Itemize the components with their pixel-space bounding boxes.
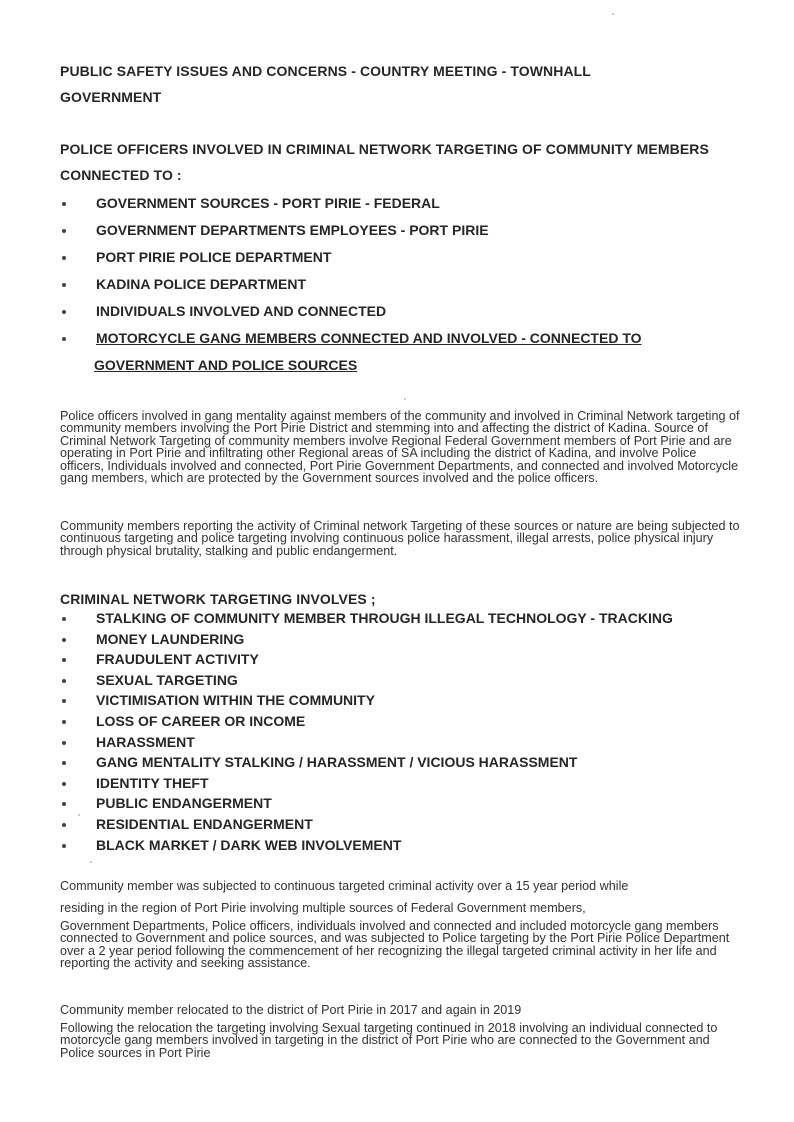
bullet-icon <box>62 617 66 621</box>
bullet-icon <box>62 782 66 786</box>
list-item: GOVERNMENT SOURCES - PORT PIRIE - FEDERAL <box>60 190 642 217</box>
targeting-heading: CRIMINAL NETWORK TARGETING INVOLVES ; <box>60 591 376 607</box>
list-item: HARASSMENT <box>60 732 673 753</box>
bullet-icon <box>62 638 66 642</box>
paragraph-15-year-line-2: residing in the region of Port Pirie involving multiple sources of Federal Government members, <box>60 901 586 915</box>
list-item-underlined: MOTORCYCLE GANG MEMBERS CONNECTED AND INVOLVED - CONNECTED TO <box>60 325 642 352</box>
scan-speck <box>90 861 92 863</box>
list-item: KADINA POLICE DEPARTMENT <box>60 271 642 298</box>
list-item: IDENTITY THEFT <box>60 773 673 794</box>
list-item: LOSS OF CAREER OR INCOME <box>60 711 673 732</box>
list-item: GANG MENTALITY STALKING / HARASSMENT / VICIOUS HARASSMENT <box>60 752 673 773</box>
bullet-icon <box>62 679 66 683</box>
bullet-icon <box>62 256 66 260</box>
bullet-icon <box>62 823 66 827</box>
bullet-icon <box>62 658 66 662</box>
bullet-icon <box>62 844 66 848</box>
bullet-icon <box>62 229 66 233</box>
list-item: SEXUAL TARGETING <box>60 670 673 691</box>
bullet-icon <box>62 202 66 206</box>
list-item: INDIVIDUALS INVOLVED AND CONNECTED <box>60 298 642 325</box>
list-item: PUBLIC ENDANGERMENT <box>60 793 673 814</box>
bullet-icon <box>62 761 66 765</box>
scan-speck <box>78 814 80 816</box>
list-item: BLACK MARKET / DARK WEB INVOLVEMENT <box>60 835 673 856</box>
bullet-icon <box>62 310 66 314</box>
scan-speck <box>404 398 406 400</box>
bullet-icon <box>62 741 66 745</box>
bullet-icon <box>62 283 66 287</box>
list-item: PORT PIRIE POLICE DEPARTMENT <box>60 244 642 271</box>
list-item: GOVERNMENT DEPARTMENTS EMPLOYEES - PORT PIRIE <box>60 217 642 244</box>
bullet-icon <box>62 337 66 341</box>
list-item-underlined-continuation: GOVERNMENT AND POLICE SOURCES <box>94 357 358 373</box>
list-item: VICTIMISATION WITHIN THE COMMUNITY <box>60 690 673 711</box>
paragraph-15-year-line-1: Community member was subjected to continuous targeted criminal activity over a 15 year period while <box>60 879 629 893</box>
connected-to-list <box>60 190 642 379</box>
paragraph-community-reporting: Community members reporting the activity of Criminal network Targeting of these sources or nature are being subjected to continuous targeting and police targeting involving continuous police harassment, illegal arrests, police physical injury through physical brutality, stalking and public endangerment. <box>60 519 740 558</box>
scan-speck <box>612 13 614 15</box>
targeting-list <box>60 608 673 855</box>
document-title-line-1: PUBLIC SAFETY ISSUES AND CONCERNS - COUNTRY MEETING - TOWNHALL <box>60 63 591 79</box>
bullet-icon <box>62 699 66 703</box>
list-item: MONEY LAUNDERING <box>60 629 673 650</box>
paragraph-relocation: Community member relocated to the district of Port Pirie in 2017 and again in 2019 <box>60 1003 522 1017</box>
paragraph-15-year-rest: Government Departments, Police officers, individuals involved and connected and included motorcycle gang members connected to Government and police sources, and was subjected to Police targeting by the Port Pirie Police Department over a 2 year period following the commencement of her recognizing the illegal targeted criminal activity in her life and reporting the activity and seeking assistance. <box>60 919 730 971</box>
document-title-line-2: GOVERNMENT <box>60 89 162 105</box>
list-item: RESIDENTIAL ENDANGERMENT <box>60 814 673 835</box>
bullet-icon <box>62 802 66 806</box>
bullet-icon <box>62 720 66 724</box>
section-heading-line-2: CONNECTED TO : <box>60 167 182 183</box>
list-item: FRAUDULENT ACTIVITY <box>60 649 673 670</box>
section-heading-line-1: POLICE OFFICERS INVOLVED IN CRIMINAL NETWORK TARGETING OF COMMUNITY MEMBERS <box>60 141 709 157</box>
list-item: STALKING OF COMMUNITY MEMBER THROUGH ILLEGAL TECHNOLOGY - TRACKING <box>60 608 673 629</box>
paragraph-following-relocation: Following the relocation the targeting involving Sexual targeting continued in 2018 involving an individual connected to motorcycle gang members involved in targeting in the district of Port Pirie who are connected to the Government and Police sources in Port Pirie <box>60 1021 718 1060</box>
paragraph-police-gang-mentality: Police officers involved in gang mentality against members of the community and involved in Criminal Network targeting of community members involving the Port Pirie District and stemming into and affecting the district of Kadina. Source of Criminal Network Targeting of community members involve Regional Federal Government members of Port Pirie and are operating in Port Pirie and infiltrating other Regional areas of SA including the district of Kadina, and involve Police officers, Individuals involved and connected, Port Pirie Government Departments, and connected and involved Motorcycle gang members, which are protected by the Government sources involved and the police officers. <box>60 409 740 486</box>
